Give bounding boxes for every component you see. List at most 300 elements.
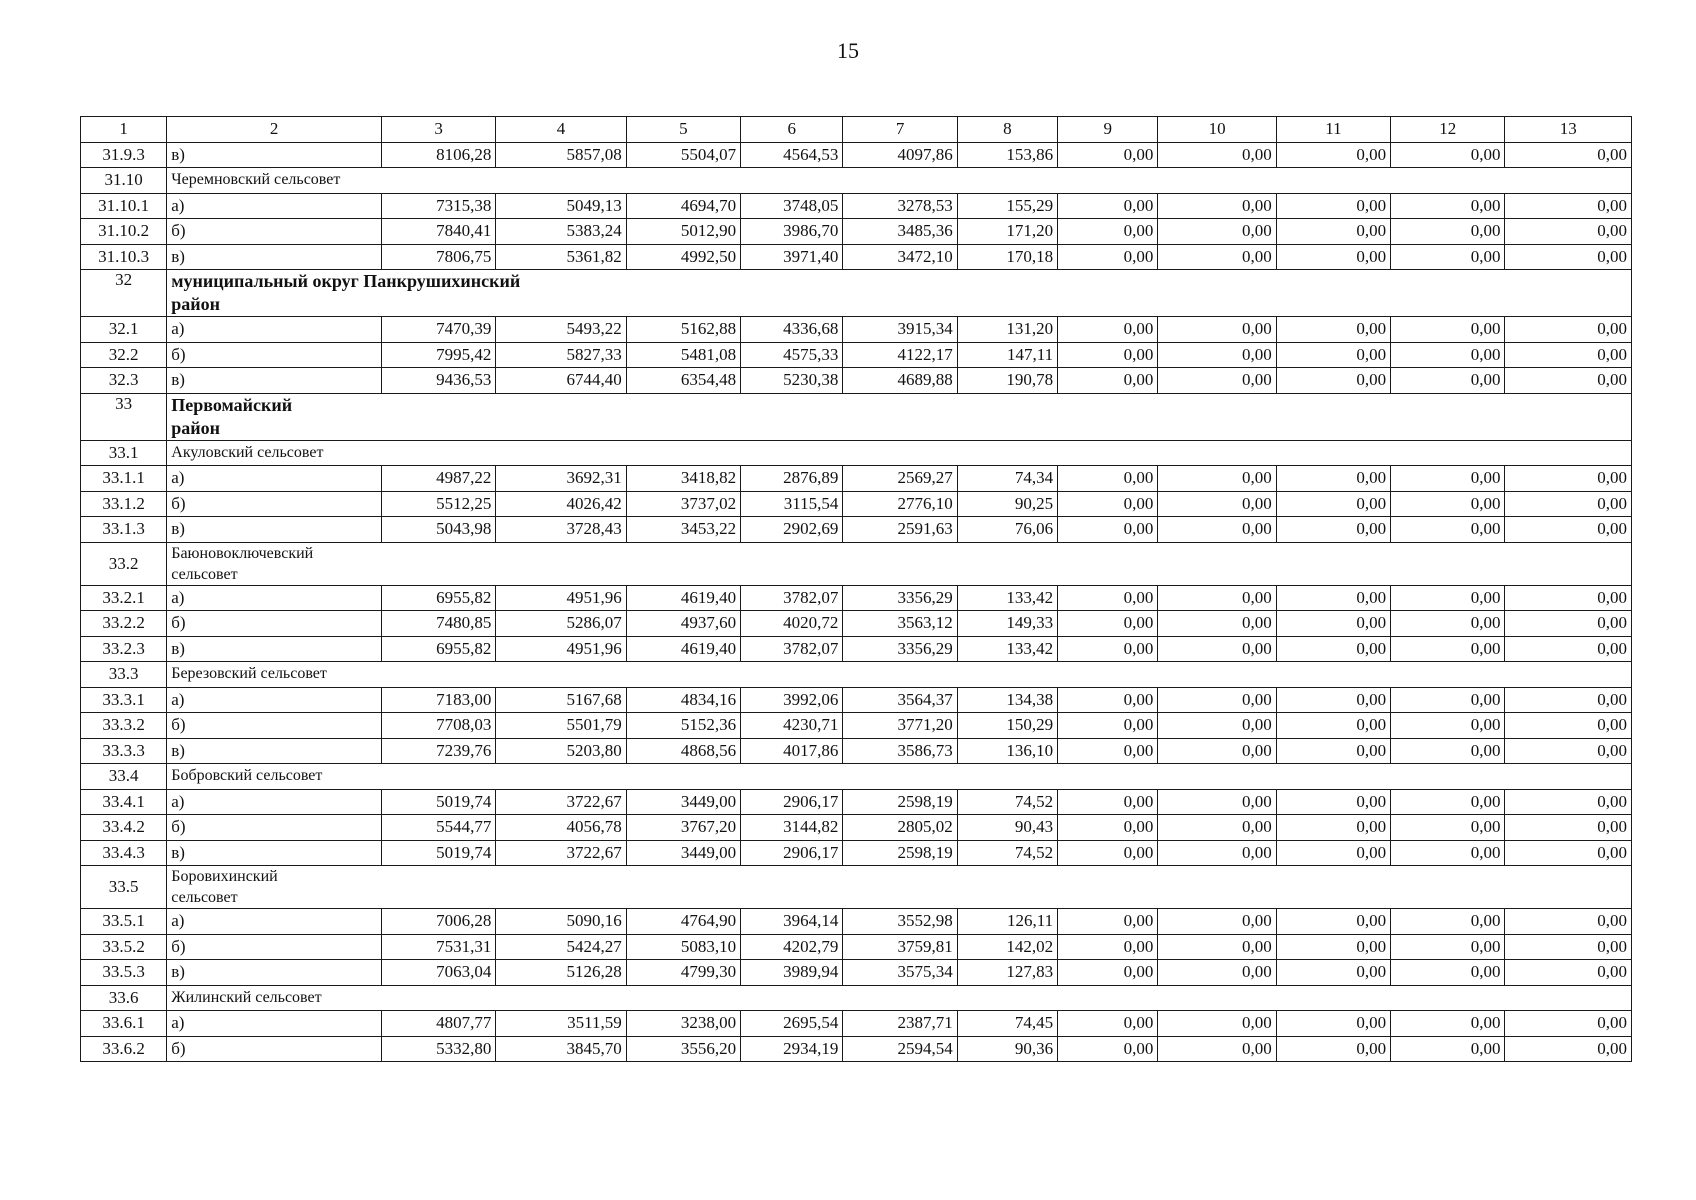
value-cell: 2387,71 [843,1011,957,1037]
value-cell: 5090,16 [496,909,626,935]
value-cell: 3418,82 [626,466,740,492]
table-row [81,368,1632,394]
value-cell: 0,00 [1391,840,1505,866]
value-cell: 2906,17 [741,840,843,866]
value-cell: 0,00 [1505,815,1632,841]
row-code: 31.10 [81,168,167,194]
value-cell: 7063,04 [381,960,495,986]
row-code: 33.2.1 [81,585,167,611]
table-row [81,342,1632,368]
value-cell: 3485,36 [843,219,957,245]
value-cell: 3115,54 [741,491,843,517]
header-cell: 8 [957,117,1057,143]
value-cell: 0,00 [1391,789,1505,815]
value-cell: 5012,90 [626,219,740,245]
value-cell: 0,00 [1276,1011,1390,1037]
value-cell: 0,00 [1391,244,1505,270]
value-cell: 0,00 [1391,342,1505,368]
value-cell: 3692,31 [496,466,626,492]
value-cell: 2598,19 [843,840,957,866]
row-variant: б) [167,815,382,841]
value-cell: 0,00 [1505,934,1632,960]
value-cell: 5857,08 [496,142,626,168]
value-cell: 4336,68 [741,317,843,343]
value-cell: 0,00 [1391,687,1505,713]
value-cell: 0,00 [1158,909,1276,935]
value-cell: 4694,70 [626,193,740,219]
value-cell: 7006,28 [381,909,495,935]
value-cell: 4097,86 [843,142,957,168]
row-code: 33.6.2 [81,1036,167,1062]
value-cell: 0,00 [1505,840,1632,866]
value-cell: 0,00 [1058,934,1158,960]
value-cell: 5043,98 [381,517,495,543]
row-variant: а) [167,585,382,611]
value-cell: 4834,16 [626,687,740,713]
value-cell: 4951,96 [496,636,626,662]
section-name: Боровихинский сельсовет [167,866,1632,909]
value-cell: 3767,20 [626,815,740,841]
value-cell: 0,00 [1276,368,1390,394]
value-cell: 7531,31 [381,934,495,960]
row-variant: а) [167,466,382,492]
value-cell: 4807,77 [381,1011,495,1037]
table-row [81,142,1632,168]
value-cell: 0,00 [1276,142,1390,168]
value-cell: 3782,07 [741,585,843,611]
value-cell: 3563,12 [843,611,957,637]
value-cell: 0,00 [1058,244,1158,270]
row-code: 33.2 [81,542,167,585]
value-cell: 0,00 [1391,368,1505,394]
value-cell: 0,00 [1276,1036,1390,1062]
value-cell: 0,00 [1158,687,1276,713]
value-cell: 5286,07 [496,611,626,637]
value-cell: 7840,41 [381,219,495,245]
section-row [81,168,1632,194]
value-cell: 0,00 [1391,1011,1505,1037]
value-cell: 3356,29 [843,636,957,662]
page-number: 15 [837,38,859,63]
row-variant: а) [167,193,382,219]
value-cell: 0,00 [1391,219,1505,245]
value-cell: 5167,68 [496,687,626,713]
value-cell: 0,00 [1505,687,1632,713]
tariff-table [80,116,1632,1062]
header-cell: 12 [1391,117,1505,143]
value-cell: 0,00 [1391,142,1505,168]
value-cell: 0,00 [1058,636,1158,662]
value-cell: 0,00 [1391,909,1505,935]
value-cell: 7239,76 [381,738,495,764]
section-row [81,542,1632,585]
table-row [81,738,1632,764]
value-cell: 4987,22 [381,466,495,492]
value-cell: 0,00 [1158,368,1276,394]
value-cell: 0,00 [1158,517,1276,543]
district-name: муниципальный округ Панкрушихинский район [167,270,1632,317]
row-code: 32.3 [81,368,167,394]
value-cell: 3511,59 [496,1011,626,1037]
value-cell: 74,52 [957,840,1057,866]
value-cell: 170,18 [957,244,1057,270]
value-cell: 3971,40 [741,244,843,270]
value-cell: 5504,07 [626,142,740,168]
value-cell: 5481,08 [626,342,740,368]
section-name: Березовский сельсовет [167,662,1632,688]
value-cell: 3737,02 [626,491,740,517]
value-cell: 5827,33 [496,342,626,368]
value-cell: 0,00 [1276,636,1390,662]
table-row [81,317,1632,343]
row-variant: в) [167,636,382,662]
value-cell: 147,11 [957,342,1057,368]
section-name: Черемновский сельсовет [167,168,1632,194]
table-row [81,517,1632,543]
value-cell: 5019,74 [381,840,495,866]
value-cell: 7806,75 [381,244,495,270]
value-cell: 4868,56 [626,738,740,764]
row-variant: б) [167,1036,382,1062]
value-cell: 131,20 [957,317,1057,343]
value-cell: 0,00 [1505,636,1632,662]
value-cell: 5501,79 [496,713,626,739]
value-cell: 0,00 [1058,491,1158,517]
value-cell: 5361,82 [496,244,626,270]
value-cell: 0,00 [1058,368,1158,394]
row-variant: в) [167,517,382,543]
value-cell: 0,00 [1505,368,1632,394]
value-cell: 155,29 [957,193,1057,219]
value-cell: 0,00 [1391,636,1505,662]
value-cell: 3782,07 [741,636,843,662]
row-code: 31.10.1 [81,193,167,219]
value-cell: 3771,20 [843,713,957,739]
table-row [81,909,1632,935]
value-cell: 0,00 [1058,219,1158,245]
value-cell: 0,00 [1391,960,1505,986]
value-cell: 0,00 [1391,491,1505,517]
row-code: 33.4.3 [81,840,167,866]
value-cell: 5383,24 [496,219,626,245]
value-cell: 133,42 [957,585,1057,611]
value-cell: 0,00 [1391,193,1505,219]
value-cell: 0,00 [1276,934,1390,960]
row-code: 33.1 [81,440,167,466]
value-cell: 0,00 [1505,611,1632,637]
value-cell: 0,00 [1505,789,1632,815]
value-cell: 0,00 [1058,1011,1158,1037]
value-cell: 5332,80 [381,1036,495,1062]
table-row [81,789,1632,815]
value-cell: 3992,06 [741,687,843,713]
value-cell: 3722,67 [496,789,626,815]
table-row [81,466,1632,492]
value-cell: 3575,34 [843,960,957,986]
value-cell: 0,00 [1158,738,1276,764]
row-code: 33.5.3 [81,960,167,986]
value-cell: 4575,33 [741,342,843,368]
table-row [81,1036,1632,1062]
value-cell: 3845,70 [496,1036,626,1062]
value-cell: 0,00 [1276,611,1390,637]
district-name: Первомайский район [167,393,1632,440]
value-cell: 0,00 [1158,317,1276,343]
value-cell: 5152,36 [626,713,740,739]
section-row [81,662,1632,688]
row-variant: б) [167,219,382,245]
value-cell: 190,78 [957,368,1057,394]
value-cell: 4619,40 [626,585,740,611]
row-variant: б) [167,611,382,637]
value-cell: 4689,88 [843,368,957,394]
value-cell: 7995,42 [381,342,495,368]
value-cell: 0,00 [1058,815,1158,841]
value-cell: 0,00 [1158,1036,1276,1062]
value-cell: 0,00 [1391,611,1505,637]
value-cell: 4202,79 [741,934,843,960]
value-cell: 0,00 [1158,585,1276,611]
value-cell: 3144,82 [741,815,843,841]
value-cell: 9436,53 [381,368,495,394]
value-cell: 5019,74 [381,789,495,815]
section-row [81,764,1632,790]
row-code: 33.3.3 [81,738,167,764]
section-name: Акуловский сельсовет [167,440,1632,466]
value-cell: 3986,70 [741,219,843,245]
value-cell: 4992,50 [626,244,740,270]
value-cell: 149,33 [957,611,1057,637]
value-cell: 0,00 [1505,142,1632,168]
value-cell: 3586,73 [843,738,957,764]
value-cell: 0,00 [1058,738,1158,764]
row-variant: а) [167,687,382,713]
header-cell: 5 [626,117,740,143]
row-code: 32.1 [81,317,167,343]
value-cell: 2695,54 [741,1011,843,1037]
value-cell: 0,00 [1391,585,1505,611]
table-body [81,117,1632,1062]
value-cell: 0,00 [1158,244,1276,270]
value-cell: 0,00 [1505,1011,1632,1037]
value-cell: 150,29 [957,713,1057,739]
value-cell: 4020,72 [741,611,843,637]
table-row [81,960,1632,986]
value-cell: 0,00 [1505,491,1632,517]
row-code: 33 [81,393,167,440]
row-variant: в) [167,840,382,866]
value-cell: 0,00 [1158,219,1276,245]
value-cell: 3278,53 [843,193,957,219]
value-cell: 0,00 [1505,317,1632,343]
value-cell: 2876,89 [741,466,843,492]
value-cell: 5162,88 [626,317,740,343]
value-cell: 5230,38 [741,368,843,394]
value-cell: 0,00 [1391,738,1505,764]
row-code: 33.2.2 [81,611,167,637]
value-cell: 90,36 [957,1036,1057,1062]
value-cell: 0,00 [1276,789,1390,815]
value-cell: 126,11 [957,909,1057,935]
value-cell: 0,00 [1505,219,1632,245]
value-cell: 2805,02 [843,815,957,841]
row-code: 31.10.2 [81,219,167,245]
value-cell: 0,00 [1276,815,1390,841]
value-cell: 0,00 [1276,909,1390,935]
value-cell: 0,00 [1505,909,1632,935]
row-code: 33.1.2 [81,491,167,517]
header-cell: 2 [167,117,382,143]
value-cell: 0,00 [1505,585,1632,611]
table-row [81,611,1632,637]
value-cell: 3556,20 [626,1036,740,1062]
value-cell: 2594,54 [843,1036,957,1062]
value-cell: 7708,03 [381,713,495,739]
row-code: 33.4 [81,764,167,790]
value-cell: 0,00 [1158,466,1276,492]
row-variant: а) [167,789,382,815]
value-cell: 4951,96 [496,585,626,611]
value-cell: 0,00 [1158,142,1276,168]
value-cell: 0,00 [1391,713,1505,739]
value-cell: 5083,10 [626,934,740,960]
value-cell: 0,00 [1276,193,1390,219]
value-cell: 0,00 [1058,840,1158,866]
value-cell: 0,00 [1505,342,1632,368]
value-cell: 0,00 [1505,960,1632,986]
value-cell: 0,00 [1158,815,1276,841]
value-cell: 0,00 [1158,840,1276,866]
district-row [81,270,1632,317]
value-cell: 0,00 [1058,193,1158,219]
value-cell: 3238,00 [626,1011,740,1037]
value-cell: 0,00 [1276,491,1390,517]
value-cell: 0,00 [1276,713,1390,739]
row-code: 33.6.1 [81,1011,167,1037]
value-cell: 2776,10 [843,491,957,517]
value-cell: 0,00 [1276,517,1390,543]
table-row [81,636,1632,662]
row-code: 31.10.3 [81,244,167,270]
value-cell: 3552,98 [843,909,957,935]
table-row [81,1011,1632,1037]
row-variant: б) [167,713,382,739]
row-code: 33.5 [81,866,167,909]
value-cell: 6744,40 [496,368,626,394]
value-cell: 0,00 [1058,713,1158,739]
table-row [81,244,1632,270]
table-row [81,713,1632,739]
value-cell: 5512,25 [381,491,495,517]
row-code: 32 [81,270,167,317]
row-code: 33.4.2 [81,815,167,841]
value-cell: 7183,00 [381,687,495,713]
value-cell: 0,00 [1276,219,1390,245]
header-cell: 1 [81,117,167,143]
value-cell: 0,00 [1158,934,1276,960]
value-cell: 0,00 [1158,960,1276,986]
value-cell: 0,00 [1276,840,1390,866]
value-cell: 3915,34 [843,317,957,343]
value-cell: 0,00 [1276,317,1390,343]
value-cell: 3964,14 [741,909,843,935]
value-cell: 8106,28 [381,142,495,168]
value-cell: 134,38 [957,687,1057,713]
value-cell: 142,02 [957,934,1057,960]
value-cell: 90,43 [957,815,1057,841]
value-cell: 7470,39 [381,317,495,343]
value-cell: 127,83 [957,960,1057,986]
value-cell: 3449,00 [626,789,740,815]
value-cell: 76,06 [957,517,1057,543]
row-variant: в) [167,960,382,986]
value-cell: 0,00 [1058,1036,1158,1062]
value-cell: 0,00 [1158,636,1276,662]
value-cell: 0,00 [1058,517,1158,543]
value-cell: 4764,90 [626,909,740,935]
value-cell: 0,00 [1505,466,1632,492]
value-cell: 74,34 [957,466,1057,492]
value-cell: 0,00 [1158,789,1276,815]
header-cell: 9 [1058,117,1158,143]
value-cell: 0,00 [1505,1036,1632,1062]
table-row [81,840,1632,866]
row-code: 31.9.3 [81,142,167,168]
value-cell: 4799,30 [626,960,740,986]
row-variant: в) [167,368,382,394]
value-cell: 6955,82 [381,636,495,662]
value-cell: 3989,94 [741,960,843,986]
table-row [81,193,1632,219]
table-row [81,219,1632,245]
value-cell: 2934,19 [741,1036,843,1062]
table-row [81,815,1632,841]
value-cell: 0,00 [1158,713,1276,739]
value-cell: 0,00 [1276,466,1390,492]
district-row [81,393,1632,440]
header-cell: 4 [496,117,626,143]
row-variant: б) [167,491,382,517]
value-cell: 0,00 [1276,687,1390,713]
section-name: Бобровский сельсовет [167,764,1632,790]
value-cell: 0,00 [1505,713,1632,739]
value-cell: 0,00 [1058,789,1158,815]
section-row [81,440,1632,466]
header-cell: 10 [1158,117,1276,143]
value-cell: 0,00 [1158,491,1276,517]
row-code: 33.3.2 [81,713,167,739]
value-cell: 2906,17 [741,789,843,815]
value-cell: 6955,82 [381,585,495,611]
value-cell: 3472,10 [843,244,957,270]
value-cell: 6354,48 [626,368,740,394]
value-cell: 0,00 [1391,466,1505,492]
row-code: 33.2.3 [81,636,167,662]
table-row [81,687,1632,713]
row-variant: а) [167,317,382,343]
row-code: 33.3 [81,662,167,688]
row-code: 33.3.1 [81,687,167,713]
value-cell: 5049,13 [496,193,626,219]
value-cell: 3722,67 [496,840,626,866]
value-cell: 4564,53 [741,142,843,168]
value-cell: 3453,22 [626,517,740,543]
value-cell: 3564,37 [843,687,957,713]
value-cell: 5544,77 [381,815,495,841]
value-cell: 7315,38 [381,193,495,219]
value-cell: 2902,69 [741,517,843,543]
value-cell: 90,25 [957,491,1057,517]
